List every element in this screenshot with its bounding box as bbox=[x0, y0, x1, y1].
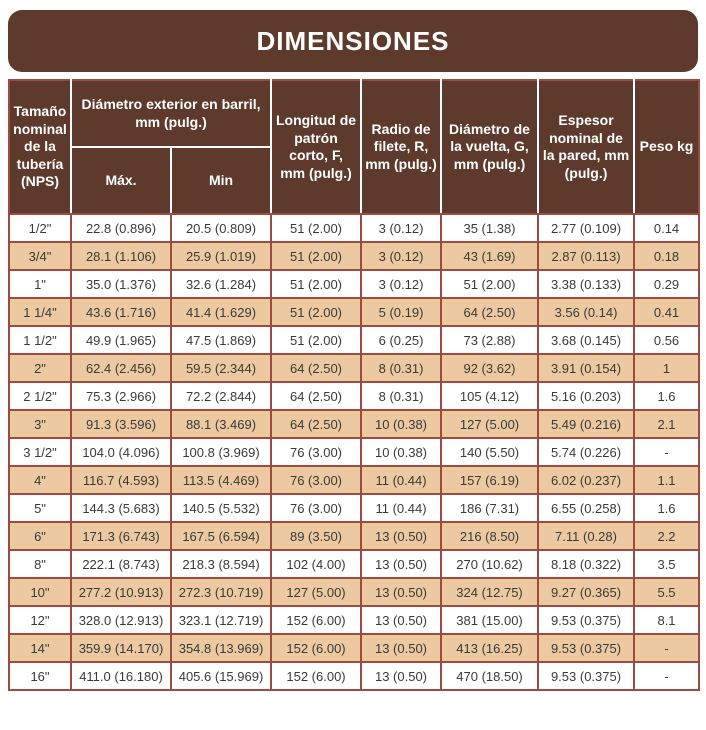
table-cell: - bbox=[634, 662, 699, 690]
table-row bbox=[9, 270, 699, 298]
page-title: DIMENSIONES bbox=[256, 25, 450, 56]
table-cell: 14" bbox=[9, 634, 71, 662]
table-cell: 186 (7.31) bbox=[441, 494, 538, 522]
table-cell: 51 (2.00) bbox=[271, 298, 361, 326]
table-row bbox=[9, 214, 699, 242]
header-max: Máx. bbox=[71, 147, 171, 214]
table-cell: 3.91 (0.154) bbox=[538, 354, 634, 382]
table-cell: 51 (2.00) bbox=[271, 214, 361, 242]
table-cell: 216 (8.50) bbox=[441, 522, 538, 550]
table-cell: 8 (0.31) bbox=[361, 382, 441, 410]
table-cell: 3.56 (0.14) bbox=[538, 298, 634, 326]
table-cell: 405.6 (15.969) bbox=[171, 662, 271, 690]
table-cell: 2.87 (0.113) bbox=[538, 242, 634, 270]
table-header bbox=[9, 80, 699, 214]
table-cell: 2" bbox=[9, 354, 71, 382]
table-cell: 2.77 (0.109) bbox=[538, 214, 634, 242]
table-cell: 1.1 bbox=[634, 466, 699, 494]
table-cell: 76 (3.00) bbox=[271, 438, 361, 466]
table-cell: 9.27 (0.365) bbox=[538, 578, 634, 606]
table-cell: 9.53 (0.375) bbox=[538, 634, 634, 662]
table-row bbox=[9, 354, 699, 382]
table-cell: 127 (5.00) bbox=[271, 578, 361, 606]
table-cell: 5.16 (0.203) bbox=[538, 382, 634, 410]
table-row bbox=[9, 634, 699, 662]
table-cell: 59.5 (2.344) bbox=[171, 354, 271, 382]
table-cell: 13 (0.50) bbox=[361, 550, 441, 578]
table-cell: 6" bbox=[9, 522, 71, 550]
table-cell: 9.53 (0.375) bbox=[538, 662, 634, 690]
table-cell: 43 (1.69) bbox=[441, 242, 538, 270]
table-cell: 13 (0.50) bbox=[361, 662, 441, 690]
table-cell: 104.0 (4.096) bbox=[71, 438, 171, 466]
table-cell: 144.3 (5.683) bbox=[71, 494, 171, 522]
table-cell: 13 (0.50) bbox=[361, 522, 441, 550]
table-cell: 41.4 (1.629) bbox=[171, 298, 271, 326]
table-cell: 13 (0.50) bbox=[361, 606, 441, 634]
table-cell: 4" bbox=[9, 466, 71, 494]
table-cell: 11 (0.44) bbox=[361, 494, 441, 522]
table-row bbox=[9, 382, 699, 410]
table-cell: 35 (1.38) bbox=[441, 214, 538, 242]
table-cell: 35.0 (1.376) bbox=[71, 270, 171, 298]
table-cell: 8.1 bbox=[634, 606, 699, 634]
table-cell: - bbox=[634, 634, 699, 662]
table-cell: 140 (5.50) bbox=[441, 438, 538, 466]
table-cell: 328.0 (12.913) bbox=[71, 606, 171, 634]
table-cell: 16" bbox=[9, 662, 71, 690]
table-cell: 3" bbox=[9, 410, 71, 438]
table-cell: 12" bbox=[9, 606, 71, 634]
table-cell: 6.55 (0.258) bbox=[538, 494, 634, 522]
table-cell: 354.8 (13.969) bbox=[171, 634, 271, 662]
table-cell: 0.56 bbox=[634, 326, 699, 354]
header-fillet-radius: Radio de filete, R, mm (pulg.) bbox=[361, 80, 441, 214]
table-cell: 5.49 (0.216) bbox=[538, 410, 634, 438]
table-row bbox=[9, 326, 699, 354]
table-row bbox=[9, 410, 699, 438]
table-cell: 1 bbox=[634, 354, 699, 382]
table-cell: 10" bbox=[9, 578, 71, 606]
table-cell: 51 (2.00) bbox=[441, 270, 538, 298]
table-cell: 13 (0.50) bbox=[361, 578, 441, 606]
table-cell: 8" bbox=[9, 550, 71, 578]
table-cell: 152 (6.00) bbox=[271, 634, 361, 662]
table-cell: 13 (0.50) bbox=[361, 634, 441, 662]
table-cell: 76 (3.00) bbox=[271, 494, 361, 522]
table-row bbox=[9, 550, 699, 578]
table-cell: 5.74 (0.226) bbox=[538, 438, 634, 466]
table-cell: 324 (12.75) bbox=[441, 578, 538, 606]
table-cell: 102 (4.00) bbox=[271, 550, 361, 578]
header-outer-diameter-group: Diámetro exterior en barril, mm (pulg.) bbox=[71, 80, 271, 147]
table-cell: 32.6 (1.284) bbox=[171, 270, 271, 298]
table-cell: 218.3 (8.594) bbox=[171, 550, 271, 578]
table-cell: 88.1 (3.469) bbox=[171, 410, 271, 438]
table-cell: 359.9 (14.170) bbox=[71, 634, 171, 662]
table-row bbox=[9, 578, 699, 606]
dimensions-table bbox=[8, 79, 700, 691]
table-cell: 5.5 bbox=[634, 578, 699, 606]
header-min: Min bbox=[171, 147, 271, 214]
table-row bbox=[9, 466, 699, 494]
table-row bbox=[9, 242, 699, 270]
table-cell: 76 (3.00) bbox=[271, 466, 361, 494]
table-cell: 6.02 (0.237) bbox=[538, 466, 634, 494]
table-cell: 152 (6.00) bbox=[271, 606, 361, 634]
table-cell: 470 (18.50) bbox=[441, 662, 538, 690]
table-cell: 28.1 (1.106) bbox=[71, 242, 171, 270]
table-cell: 25.9 (1.019) bbox=[171, 242, 271, 270]
table-cell: 0.18 bbox=[634, 242, 699, 270]
table-cell: 3.68 (0.145) bbox=[538, 326, 634, 354]
table-cell: 105 (4.12) bbox=[441, 382, 538, 410]
table-cell: 3 (0.12) bbox=[361, 270, 441, 298]
table-cell: 92 (3.62) bbox=[441, 354, 538, 382]
table-cell: 100.8 (3.969) bbox=[171, 438, 271, 466]
header-short-pattern-length: Longitud de patrón corto, F, mm (pulg.) bbox=[271, 80, 361, 214]
table-cell: 20.5 (0.809) bbox=[171, 214, 271, 242]
table-cell: 411.0 (16.180) bbox=[71, 662, 171, 690]
table-cell: 113.5 (4.469) bbox=[171, 466, 271, 494]
table-cell: 157 (6.19) bbox=[441, 466, 538, 494]
table-cell: 64 (2.50) bbox=[271, 382, 361, 410]
table-cell: 73 (2.88) bbox=[441, 326, 538, 354]
table-cell: 0.29 bbox=[634, 270, 699, 298]
table-cell: 43.6 (1.716) bbox=[71, 298, 171, 326]
table-cell: 0.41 bbox=[634, 298, 699, 326]
table-row bbox=[9, 606, 699, 634]
header-wall-thickness: Espesor nominal de la pared, mm (pulg.) bbox=[538, 80, 634, 214]
table-cell: 3 (0.12) bbox=[361, 242, 441, 270]
table-cell: 0.14 bbox=[634, 214, 699, 242]
table-cell: 10 (0.38) bbox=[361, 438, 441, 466]
table-cell: 51 (2.00) bbox=[271, 326, 361, 354]
table-cell: 64 (2.50) bbox=[441, 298, 538, 326]
table-cell: 64 (2.50) bbox=[271, 410, 361, 438]
table-cell: 51 (2.00) bbox=[271, 270, 361, 298]
table-cell: 11 (0.44) bbox=[361, 466, 441, 494]
table-row bbox=[9, 438, 699, 466]
table-row bbox=[9, 662, 699, 690]
table-cell: 3 (0.12) bbox=[361, 214, 441, 242]
table-row bbox=[9, 298, 699, 326]
table-cell: 1/2" bbox=[9, 214, 71, 242]
table-cell: 270 (10.62) bbox=[441, 550, 538, 578]
table-cell: 1.6 bbox=[634, 382, 699, 410]
table-cell: 272.3 (10.719) bbox=[171, 578, 271, 606]
table-cell: 6 (0.25) bbox=[361, 326, 441, 354]
table-body bbox=[9, 214, 699, 690]
table-cell: 1 1/2" bbox=[9, 326, 71, 354]
table-cell: 277.2 (10.913) bbox=[71, 578, 171, 606]
table-cell: 72.2 (2.844) bbox=[171, 382, 271, 410]
table-cell: 140.5 (5.532) bbox=[171, 494, 271, 522]
table-cell: 3/4" bbox=[9, 242, 71, 270]
table-cell: 3 1/2" bbox=[9, 438, 71, 466]
title-banner bbox=[8, 10, 698, 72]
table-cell: 10 (0.38) bbox=[361, 410, 441, 438]
table-cell: 8.18 (0.322) bbox=[538, 550, 634, 578]
table-cell: 91.3 (3.596) bbox=[71, 410, 171, 438]
table-cell: 9.53 (0.375) bbox=[538, 606, 634, 634]
table-cell: 64 (2.50) bbox=[271, 354, 361, 382]
header-weight: Peso kg bbox=[634, 80, 699, 214]
table-cell: 222.1 (8.743) bbox=[71, 550, 171, 578]
table-cell: 7.11 (0.28) bbox=[538, 522, 634, 550]
table-cell: 116.7 (4.593) bbox=[71, 466, 171, 494]
table-cell: - bbox=[634, 438, 699, 466]
header-turn-diameter: Diámetro de la vuelta, G, mm (pulg.) bbox=[441, 80, 538, 214]
table-cell: 89 (3.50) bbox=[271, 522, 361, 550]
table-row bbox=[9, 522, 699, 550]
table-cell: 5 (0.19) bbox=[361, 298, 441, 326]
table-cell: 5" bbox=[9, 494, 71, 522]
header-nps: Tamaño nominal de la tubería (NPS) bbox=[9, 80, 71, 214]
table-cell: 1.6 bbox=[634, 494, 699, 522]
table-cell: 167.5 (6.594) bbox=[171, 522, 271, 550]
table-cell: 1 1/4" bbox=[9, 298, 71, 326]
table-cell: 8 (0.31) bbox=[361, 354, 441, 382]
table-cell: 1" bbox=[9, 270, 71, 298]
table-cell: 3.38 (0.133) bbox=[538, 270, 634, 298]
table-cell: 171.3 (6.743) bbox=[71, 522, 171, 550]
table-row bbox=[9, 494, 699, 522]
table-cell: 413 (16.25) bbox=[441, 634, 538, 662]
table-cell: 3.5 bbox=[634, 550, 699, 578]
table-cell: 49.9 (1.965) bbox=[71, 326, 171, 354]
table-cell: 75.3 (2.966) bbox=[71, 382, 171, 410]
table-cell: 381 (15.00) bbox=[441, 606, 538, 634]
table-cell: 323.1 (12.719) bbox=[171, 606, 271, 634]
table-cell: 2.1 bbox=[634, 410, 699, 438]
table-cell: 2.2 bbox=[634, 522, 699, 550]
table-cell: 2 1/2" bbox=[9, 382, 71, 410]
table-cell: 62.4 (2.456) bbox=[71, 354, 171, 382]
table-cell: 127 (5.00) bbox=[441, 410, 538, 438]
table-cell: 152 (6.00) bbox=[271, 662, 361, 690]
table-cell: 47.5 (1.869) bbox=[171, 326, 271, 354]
table-cell: 22.8 (0.896) bbox=[71, 214, 171, 242]
table-cell: 51 (2.00) bbox=[271, 242, 361, 270]
